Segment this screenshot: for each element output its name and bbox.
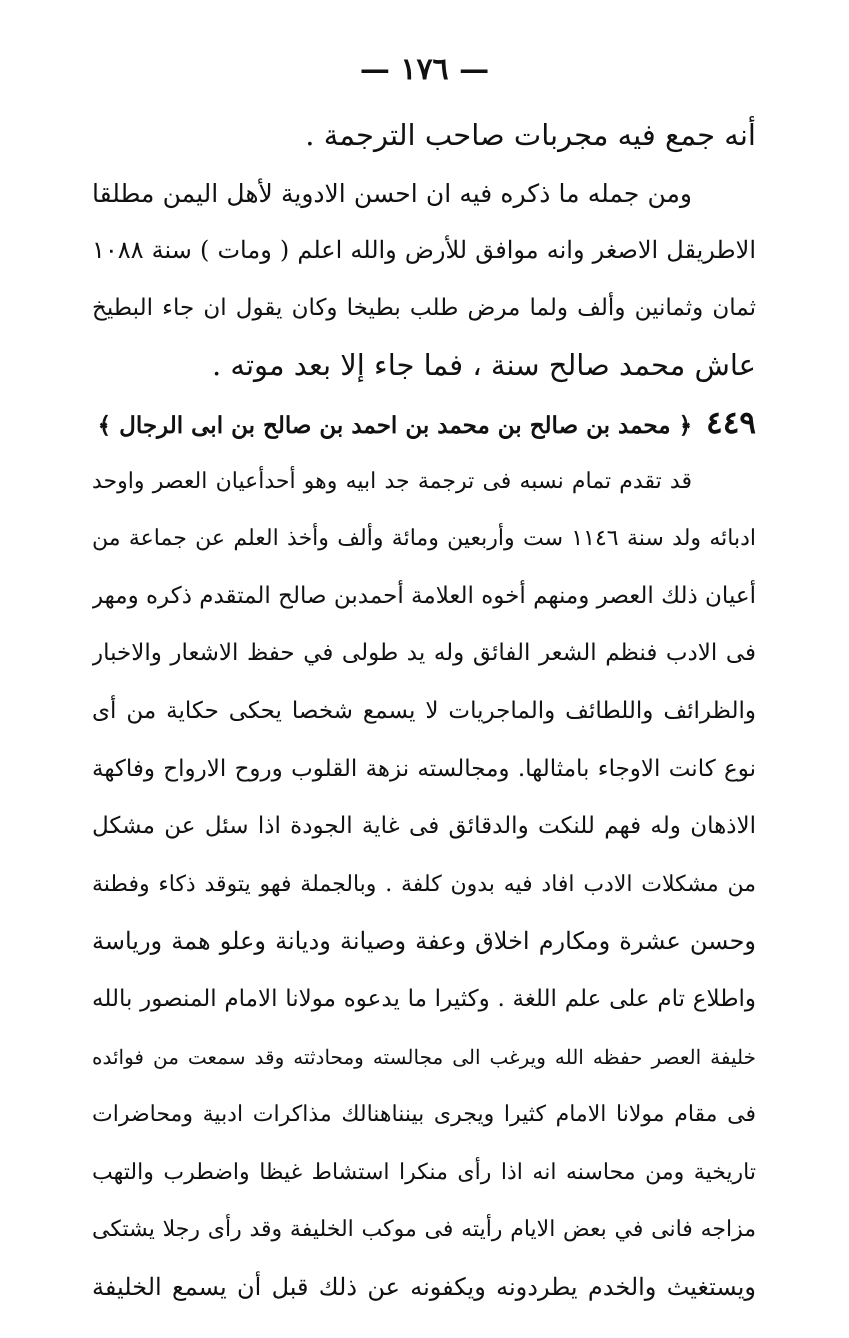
text-line: وحسن عشرة ومكارم اخلاق وعفة وصيانة وديانة وعلو همة ورياسة <box>92 927 756 956</box>
text-line: أعيان ذلك العصر ومنهم أخوه العلامة أحمدبن صالح المتقدم ذكره ومهر <box>92 582 756 609</box>
entry-number: ٤٤٩ <box>706 404 756 441</box>
text-line: فى الادب فنظم الشعر الفائق وله يد طولى في حفظ الاشعار والاخبار <box>92 640 756 667</box>
text-line: قد تقدم تمام نسبه فى ترجمة جد ابيه وهو أحدأعيان العصر واوحد <box>92 468 692 494</box>
text-line: والظرائف واللطائف والماجريات لا يسمع شخصا يحكى حكاية من أى <box>92 697 756 724</box>
text-line: فى مقام مولانا الامام كثيرا ويجرى بينناهنالك مذاكرات ادبية ومحاضرات <box>92 1102 756 1128</box>
text-line: مزاجه فانى في بعض الايام رأيته فى موكب الخليفة وقد رأى رجلا يشتكى <box>92 1217 756 1243</box>
text-line: نوع كانت الاوجاء بامثالها. ومجالسته نزهة القلوب وروح الارواح وفاكهة <box>92 755 756 782</box>
text-line: ادبائه ولد سنة ١١٤٦ ست وأربعين ومائة وألف وأخذ العلم عن جماعة من <box>92 526 756 552</box>
text-line: واطلاع تام على علم اللغة . وكثيرا ما يدعوه مولانا الامام المنصور بالله <box>92 985 756 1012</box>
text-line: أنه جمع فيه مجربات صاحب الترجمة . <box>305 118 756 152</box>
text-line: عاش محمد صالح سنة ، فما جاء إلا بعد موته . <box>211 348 756 383</box>
text-line: ويستغيث والخدم يطردونه ويكفونه عن ذلك قبل أن يسمع الخليفة <box>92 1272 756 1301</box>
text-line: خليفة العصر حفظه الله ويرغب الى مجالسته ومحادثته وقد سمعت من فوائده <box>92 1044 756 1069</box>
page-text <box>92 107 756 1316</box>
text-line: تاريخية ومن محاسنه انه اذا رأى منكرا استشاط غيظا واضطرب والتهب <box>92 1159 756 1185</box>
page-number: — ١٧٦ — <box>359 52 490 87</box>
text-line: من مشكلات الادب افاد فيه بدون كلفة . وبالجملة فهو يتوقد ذكاء وفطنة <box>92 871 756 897</box>
text-line: الاطريقل الاصغر وانه موافق للأرض والله اعلم ( ومات ) سنة ١٠٨٨ <box>92 236 756 265</box>
text-line: الاذهان وله فهم للنكت والدقائق فى غاية الجودة اذا سئل عن مشكل <box>92 813 756 840</box>
text-line: ومن جمله ما ذكره فيه ان احسن الادوية لأهل اليمن مطلقا <box>92 178 692 208</box>
entry-title: ﴿ محمد بن صالح بن محمد بن احمد بن صالح بن ابى الرجال ﴾ <box>97 411 693 439</box>
entry-heading <box>92 395 756 453</box>
text-line: ثمان وثمانين وألف ولما مرض طلب بطيخا وكان يقول ان جاء البطيخ <box>92 294 756 321</box>
